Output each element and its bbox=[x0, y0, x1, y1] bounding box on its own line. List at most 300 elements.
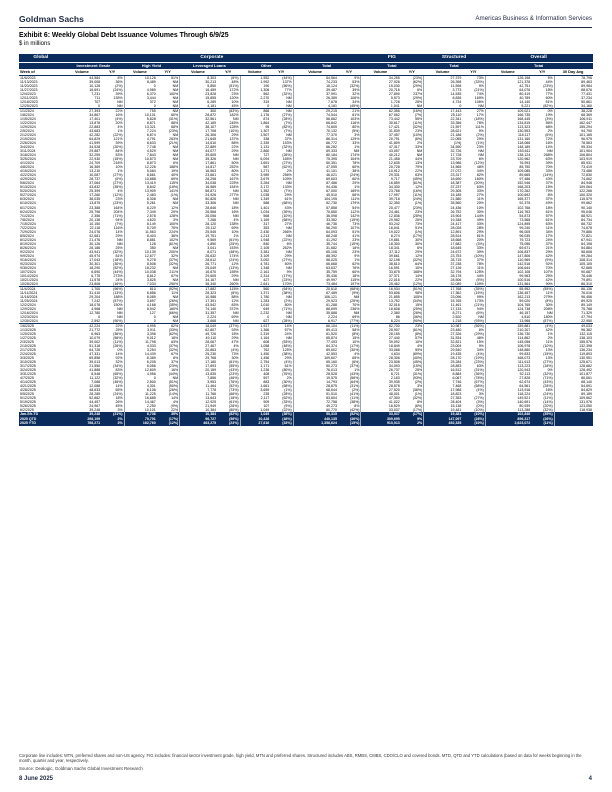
cell-yy: (32%) bbox=[113, 249, 123, 254]
cell-yy: NM bbox=[172, 88, 179, 93]
cell-volume: 12,609 bbox=[124, 368, 157, 372]
cell-volume: 10,873 bbox=[124, 157, 157, 161]
cell-volume: 13,752 bbox=[361, 299, 401, 303]
cell-yy: 4% bbox=[117, 189, 123, 194]
cell-volume: 7,224 bbox=[124, 129, 157, 133]
cell-volume: 6,094 bbox=[240, 157, 270, 161]
cell-yy: 1% bbox=[354, 145, 360, 150]
cell-yy: 77% bbox=[545, 92, 553, 97]
cell-yy: 279% bbox=[543, 294, 553, 299]
cell-yy: (6%) bbox=[231, 290, 239, 295]
cell-yy: (61%) bbox=[412, 181, 423, 186]
cell-yy: 38% bbox=[352, 169, 360, 174]
cell-yy: 10% bbox=[352, 340, 360, 345]
cell-yy: 105% bbox=[413, 294, 423, 299]
cell-volume: 28,846 bbox=[180, 206, 217, 210]
cell-volume: 28,120 bbox=[180, 222, 217, 226]
cell-volume: 43,941 bbox=[89, 249, 101, 254]
cell-yy: (90%) bbox=[113, 318, 123, 323]
cell-yy: 115% bbox=[350, 277, 360, 282]
cell-yy: 121% bbox=[113, 137, 123, 142]
cell-yy: NM bbox=[117, 100, 123, 105]
cell-volume: 35,744 bbox=[293, 242, 338, 246]
row-label: 12/2/2024 bbox=[20, 302, 36, 307]
cell-yy: 12% bbox=[231, 298, 239, 303]
cell-volume: 2,641 bbox=[240, 282, 270, 287]
cell-volume: 3,284 bbox=[240, 181, 270, 185]
cell-volume: 3,825 bbox=[124, 278, 157, 282]
cell-volume: 3,396 bbox=[124, 332, 157, 336]
cell-yy: 29% bbox=[231, 336, 239, 340]
cell-volume: 17,768 bbox=[424, 286, 463, 291]
cell-volume: 5,709 bbox=[124, 226, 157, 230]
cell-volume: 11,225 bbox=[124, 392, 157, 396]
cell-yy: NM bbox=[286, 133, 292, 138]
cell-yy: 64% bbox=[415, 261, 423, 266]
cell-volume: 165,377 bbox=[485, 197, 531, 201]
cell-volume: 8,274 bbox=[361, 234, 401, 238]
cell-volume: 28,907 bbox=[361, 328, 401, 332]
cell-yy: 1% bbox=[233, 233, 239, 238]
cell-volume: 3,109 bbox=[240, 254, 270, 258]
cell-yy: NM bbox=[157, 109, 180, 114]
cell-volume: 46,736 bbox=[293, 222, 338, 226]
cell-yy: (37%) bbox=[349, 364, 360, 369]
row-label: 3/24/2025 bbox=[20, 368, 36, 373]
cell-yy: (6%) bbox=[351, 360, 360, 365]
cell-volume: 13,321 bbox=[124, 125, 157, 129]
cell-30day-avg: 119,893 bbox=[554, 352, 593, 356]
cell-volume: 18,290 bbox=[89, 265, 101, 270]
cell-yy: 61% bbox=[352, 113, 360, 118]
cell-volume: 100,516 bbox=[485, 278, 531, 282]
cell-yy: (32%) bbox=[282, 145, 292, 150]
cell-volume: 10,139 bbox=[124, 250, 157, 254]
cell-yy: 61% bbox=[545, 217, 553, 222]
cell-volume: 27,440 bbox=[361, 336, 401, 340]
cell-volume: 3,381 bbox=[240, 250, 270, 254]
cell-volume: 12,925 bbox=[180, 400, 217, 404]
cell-volume: 104,765 bbox=[485, 303, 531, 307]
cell-volume: 2,623,072 bbox=[485, 421, 531, 426]
cell-yy: (53%) bbox=[282, 340, 292, 345]
cell-yy: 169% bbox=[474, 96, 484, 101]
row-label: 2/24/2025 bbox=[20, 352, 36, 357]
cell-yy: (14%) bbox=[168, 392, 179, 397]
cell-volume: 1,352 bbox=[240, 189, 270, 193]
cell-yy: NM bbox=[233, 117, 239, 122]
cell-volume: 3,911 bbox=[124, 328, 157, 332]
cell-volume: 1,992 bbox=[240, 80, 270, 84]
row-label: 10/14/2024 bbox=[20, 273, 38, 278]
cell-yy: 32% bbox=[171, 253, 179, 258]
cell-yy: 11% bbox=[477, 197, 484, 202]
cell-yy: (66%) bbox=[229, 392, 239, 397]
cell-volume: 1,131 bbox=[240, 145, 270, 149]
cell-yy: (78%) bbox=[474, 376, 484, 381]
cell-yy: (10%) bbox=[462, 412, 485, 417]
cell-volume: 57,858 bbox=[293, 206, 338, 210]
row-label: 4/29/2024 bbox=[20, 177, 36, 182]
cell-volume: 452,335 bbox=[424, 421, 463, 426]
cell-volume: 29,523 bbox=[293, 299, 338, 303]
cell-volume: 6,874 bbox=[124, 133, 157, 137]
cell-volume: 20,477 bbox=[361, 206, 401, 210]
cell-yy: (20%) bbox=[543, 404, 553, 409]
cell-volume: 727 bbox=[240, 153, 270, 157]
cell-volume: 39,718 bbox=[361, 197, 401, 201]
cell-yy: (56%) bbox=[282, 84, 292, 89]
cell-yy: (11%) bbox=[543, 396, 553, 401]
cell-volume: 319 bbox=[240, 100, 270, 104]
cell-yy: NM bbox=[286, 233, 292, 238]
cell-yy: (48%) bbox=[229, 249, 239, 254]
cell-yy: 100% bbox=[169, 221, 179, 226]
cell-volume: 29,887 bbox=[89, 149, 101, 154]
cell-yy: NM bbox=[172, 277, 179, 282]
cell-yy: (61%) bbox=[168, 241, 179, 246]
cell-volume: 131,564 bbox=[485, 282, 531, 287]
col-volume: Volume bbox=[424, 69, 463, 76]
cell-yy: 10% bbox=[115, 165, 123, 170]
cell-30day-avg: 73,419 bbox=[554, 165, 593, 169]
cell-yy: 266% bbox=[282, 229, 292, 234]
col-week: Week of bbox=[19, 69, 64, 76]
cell-yy: 34% bbox=[545, 229, 553, 234]
cell-yy: (7%) bbox=[284, 121, 292, 126]
row-label: 9/30/2024 bbox=[20, 265, 36, 270]
cell-volume: 62,356 bbox=[361, 109, 401, 114]
cell-yy: 30% bbox=[415, 241, 423, 246]
cell-yy: 30% bbox=[545, 302, 553, 307]
cell-yy: NM bbox=[233, 277, 239, 282]
cell-yy: (56%) bbox=[217, 417, 240, 422]
cell-volume: 65,160 bbox=[293, 360, 338, 364]
cell-volume: 54,873 bbox=[485, 214, 531, 218]
cell-yy: 37% bbox=[284, 137, 292, 142]
cell-yy: (10%) bbox=[474, 408, 484, 413]
cell-yy: (44%) bbox=[113, 269, 123, 274]
cell-yy: 112% bbox=[350, 209, 360, 214]
cell-volume: 44,584 bbox=[89, 76, 101, 80]
cell-yy: 80% bbox=[231, 169, 239, 174]
cell-yy: (43%) bbox=[543, 380, 553, 385]
row-label: 6/24/2024 bbox=[20, 209, 36, 214]
cell-yy: 83% bbox=[231, 302, 239, 307]
cell-yy: (67%) bbox=[474, 380, 484, 385]
cell-yy: (93%) bbox=[412, 376, 423, 381]
cell-volume: 109,085 bbox=[485, 169, 531, 173]
cell-yy: (12%) bbox=[113, 193, 123, 198]
cell-volume: 1,349 bbox=[240, 197, 270, 201]
cell-yy: 43% bbox=[545, 177, 553, 182]
cell-volume: 25,284 bbox=[424, 360, 463, 364]
cell-30day-avg: 77,431 bbox=[554, 92, 593, 96]
cell-yy: 14% bbox=[545, 145, 553, 150]
cell-volume: 1,948 bbox=[240, 238, 270, 242]
cell-volume: 7,266 bbox=[180, 218, 217, 222]
cell-volume: 16,124 bbox=[293, 84, 338, 88]
cell-yy: NM bbox=[172, 80, 179, 85]
cell-volume: 56,290 bbox=[293, 226, 338, 230]
cell-yy: 57% bbox=[545, 213, 553, 218]
row-label: 1/13/2025 bbox=[20, 327, 36, 332]
cell-yy: 2% bbox=[286, 169, 292, 174]
cell-volume: 18,645 bbox=[424, 246, 463, 250]
cell-yy: (32%) bbox=[168, 261, 179, 266]
cell-volume: 47,331 bbox=[89, 352, 101, 357]
col-yy: Y/Y bbox=[462, 69, 485, 76]
cell-volume: 27,828 bbox=[485, 376, 531, 380]
cell-yy: 9% bbox=[478, 344, 484, 349]
cell-yy: (46%) bbox=[113, 380, 123, 385]
cell-volume: 1,507 bbox=[240, 133, 270, 137]
cell-volume: 1,358,624 bbox=[293, 421, 338, 426]
cell-volume: 12,226 bbox=[124, 165, 157, 169]
cell-volume: 8,071 bbox=[180, 250, 217, 254]
cell-volume: 17,180 bbox=[180, 360, 217, 364]
cell-volume: 152,946 bbox=[485, 181, 531, 185]
cell-yy: 78% bbox=[476, 261, 484, 266]
cell-yy: 44% bbox=[476, 169, 484, 174]
cell-yy: (25%) bbox=[229, 241, 239, 246]
col-yy: Y/Y bbox=[270, 69, 293, 76]
cell-yy: 4% bbox=[233, 217, 239, 222]
cell-volume: 10,987 bbox=[424, 323, 463, 328]
cell-volume: 7,349 bbox=[124, 210, 157, 214]
cell-yy: 18% bbox=[231, 331, 239, 336]
cell-yy: 33% bbox=[476, 221, 484, 226]
cell-yy: (23%) bbox=[113, 201, 123, 206]
cell-volume: 4,781 bbox=[240, 262, 270, 266]
cell-volume: 30,126 bbox=[89, 241, 101, 246]
cell-yy: 174% bbox=[350, 153, 360, 158]
cell-yy: (16%) bbox=[113, 281, 123, 286]
cell-30day-avg: 108,314 bbox=[554, 258, 593, 262]
cell-yy: 125% bbox=[474, 269, 484, 274]
cell-yy: 225% bbox=[229, 181, 239, 186]
cell-yy: 39% bbox=[545, 161, 553, 166]
cell-yy: 129% bbox=[350, 137, 360, 142]
cell-volume: 6,775 bbox=[91, 273, 101, 278]
cell-volume: 12,635 bbox=[361, 161, 401, 165]
cell-volume: 23,661 bbox=[180, 173, 217, 177]
cell-volume: 51,510 bbox=[293, 392, 338, 396]
cell-yy: NM bbox=[286, 294, 292, 299]
cell-yy: 29% bbox=[284, 193, 292, 198]
cell-volume: 0 bbox=[98, 314, 101, 319]
cell-volume: 64,374 bbox=[293, 344, 338, 348]
cell-yy: (27%) bbox=[474, 396, 484, 401]
cell-yy: 111% bbox=[475, 125, 484, 130]
cell-volume: 338 bbox=[240, 137, 270, 141]
cell-yy: 24% bbox=[545, 237, 553, 242]
cell-yy: (62%) bbox=[412, 80, 423, 85]
cell-yy: (12%) bbox=[412, 281, 423, 286]
cell-volume: 27,353 bbox=[424, 396, 463, 400]
cell-volume: 24,076 bbox=[89, 229, 101, 234]
cell-30day-avg: 125,671 bbox=[554, 360, 593, 364]
cell-yy: 58% bbox=[352, 327, 360, 332]
cell-volume: 19,348 bbox=[424, 218, 463, 222]
cell-volume: 32,259 bbox=[89, 153, 101, 158]
cell-volume: 7,231 bbox=[91, 92, 101, 97]
cell-yy: (4%) bbox=[231, 348, 239, 353]
cell-yy: 128% bbox=[229, 125, 239, 130]
cell-yy: (2%) bbox=[414, 380, 423, 385]
cell-yy: 169% bbox=[350, 189, 360, 194]
cell-yy: 23% bbox=[231, 92, 239, 97]
cell-yy: (34%) bbox=[113, 364, 123, 369]
report-date: 8 June 2025 bbox=[19, 776, 54, 782]
cell-volume: 27,072 bbox=[424, 169, 463, 173]
cell-volume: 3,989 bbox=[240, 173, 270, 177]
cell-volume: 41,809 bbox=[361, 141, 401, 145]
cell-volume: 96,035 bbox=[485, 234, 531, 238]
cell-yy: NM bbox=[478, 104, 484, 109]
cell-yy: NM bbox=[478, 314, 484, 319]
cell-yy: 137% bbox=[282, 80, 292, 85]
cell-volume: 3,659 bbox=[240, 388, 270, 392]
cell-volume: 19,481 bbox=[424, 408, 463, 412]
cell-volume: 68,248 bbox=[293, 234, 338, 238]
cell-volume: 12,780 bbox=[89, 310, 101, 315]
cell-30day-avg: 84,829 bbox=[554, 388, 593, 392]
cell-volume: 59,020 bbox=[485, 299, 531, 303]
row-label: 2/19/2024 bbox=[20, 137, 36, 142]
cell-volume: 28,578 bbox=[361, 384, 401, 388]
cell-yy: 8% bbox=[173, 356, 179, 361]
cell-volume: 350 bbox=[124, 246, 157, 250]
cell-yy: 45% bbox=[115, 404, 123, 409]
cell-volume: 68,644 bbox=[293, 388, 338, 392]
cell-yy: (89%) bbox=[412, 352, 423, 357]
row-label: 4/21/2025 bbox=[20, 384, 36, 389]
cell-yy: 81% bbox=[115, 253, 123, 258]
cell-yy: 2% bbox=[417, 141, 423, 146]
cell-volume: 23,808 bbox=[89, 281, 101, 286]
cell-yy: (31%) bbox=[168, 117, 179, 122]
cell-volume: 10,087 bbox=[89, 173, 101, 178]
cell-volume: 18,232 bbox=[124, 266, 157, 270]
cell-volume: 8,812 bbox=[124, 274, 157, 278]
cell-yy: (28%) bbox=[229, 404, 239, 409]
cell-yy: (48%) bbox=[270, 417, 293, 422]
cell-yy: NM bbox=[172, 318, 179, 323]
cell-yy: 13% bbox=[415, 161, 423, 166]
cell-volume: 12,891 bbox=[424, 230, 463, 234]
cell-yy: (11%) bbox=[531, 421, 554, 426]
cell-yy: 22% bbox=[101, 109, 124, 114]
cell-yy: 80% bbox=[352, 125, 360, 130]
cell-30day-avg: 109,064 bbox=[554, 185, 593, 189]
cell-yy: (35%) bbox=[113, 185, 123, 190]
cell-volume: 8,303 bbox=[180, 76, 217, 81]
cell-volume: 6,289 bbox=[180, 100, 217, 104]
cell-volume: 13,419 bbox=[124, 181, 157, 185]
cell-yy: (24%) bbox=[412, 197, 423, 202]
cell-volume: 8,633 bbox=[124, 141, 157, 145]
cell-yy: (1%) bbox=[170, 193, 179, 198]
cell-yy: (62%) bbox=[282, 396, 292, 401]
subgroup-ll: Leveraged Loans bbox=[180, 63, 240, 70]
cell-30day-avg: 75,788 bbox=[554, 307, 593, 311]
cell-yy: 30% bbox=[415, 237, 423, 242]
cell-yy: 168% bbox=[413, 269, 423, 274]
cell-volume: 28,067 bbox=[180, 340, 217, 344]
cell-yy: 94% bbox=[115, 217, 123, 222]
cell-volume: 34,590 bbox=[424, 145, 463, 149]
cell-volume: 300 bbox=[180, 109, 217, 114]
cell-yy: (17%) bbox=[412, 233, 423, 238]
cell-volume: 86,314 bbox=[293, 137, 338, 141]
cell-yy: 29% bbox=[231, 133, 239, 138]
cell-volume: 0 bbox=[124, 376, 157, 380]
cell-volume: 8,389 bbox=[124, 356, 157, 360]
cell-30day-avg: 78,796 bbox=[554, 76, 593, 81]
cell-volume: 45,510 bbox=[293, 193, 338, 197]
col-yy: Y/Y bbox=[217, 69, 240, 76]
cell-volume: 2,592 bbox=[91, 318, 101, 323]
cell-yy: (24%) bbox=[113, 88, 123, 93]
cell-volume: 8,149 bbox=[124, 222, 157, 226]
cell-yy: 10% bbox=[415, 340, 423, 345]
row-label: 1/27/2025 bbox=[20, 336, 36, 340]
cell-volume: 116,763 bbox=[485, 210, 531, 214]
cell-volume: 127 bbox=[124, 311, 157, 315]
cell-yy: 33% bbox=[352, 141, 360, 146]
cell-volume: 82,700 bbox=[361, 323, 401, 328]
cell-yy: (1%) bbox=[414, 392, 423, 397]
cell-yy: 133% bbox=[282, 185, 292, 190]
cell-30day-avg: 64,198 bbox=[554, 242, 593, 246]
cell-30day-avg: 128,492 bbox=[554, 368, 593, 372]
cell-yy: (30%) bbox=[113, 261, 123, 266]
cell-yy: 138% bbox=[229, 221, 239, 226]
cell-yy: (29%) bbox=[474, 331, 484, 336]
cell-30day-avg: 68,140 bbox=[554, 380, 593, 384]
cell-volume: 909 bbox=[240, 400, 270, 404]
cell-yy: 44% bbox=[545, 80, 553, 85]
cell-yy: 10% bbox=[415, 265, 423, 270]
cell-volume: 627 bbox=[240, 319, 270, 324]
cell-yy: NM bbox=[117, 241, 123, 246]
cell-yy: (50%) bbox=[168, 384, 179, 389]
cell-yy: 167% bbox=[229, 177, 239, 182]
total-row bbox=[19, 421, 593, 426]
cell-volume: 868 bbox=[240, 109, 270, 114]
cell-volume: 24,672 bbox=[424, 250, 463, 254]
row-label: 2025 YTD bbox=[19, 421, 64, 426]
cell-volume: 14,610 bbox=[180, 141, 217, 145]
cell-volume: 8,229 bbox=[124, 206, 157, 210]
cell-volume: 28,875 bbox=[293, 384, 338, 388]
cell-volume: 30,617 bbox=[361, 121, 401, 125]
cell-volume: 27,326 bbox=[424, 332, 463, 336]
cell-yy: (32%) bbox=[412, 396, 423, 401]
row-label: 3/4/2024 bbox=[20, 145, 34, 150]
cell-volume: 12,677 bbox=[124, 254, 157, 258]
cell-yy: 34% bbox=[476, 348, 484, 353]
cell-yy: NM bbox=[117, 310, 123, 315]
cell-volume: 118,066 bbox=[485, 141, 531, 145]
cell-volume: 2,117 bbox=[240, 396, 270, 400]
cell-volume: 17,997 bbox=[361, 193, 401, 197]
cell-yy: 32% bbox=[115, 360, 123, 365]
cell-yy: (66%) bbox=[168, 310, 179, 315]
cell-yy: (7%) bbox=[284, 129, 292, 134]
cell-volume: 166,735 bbox=[485, 113, 531, 117]
